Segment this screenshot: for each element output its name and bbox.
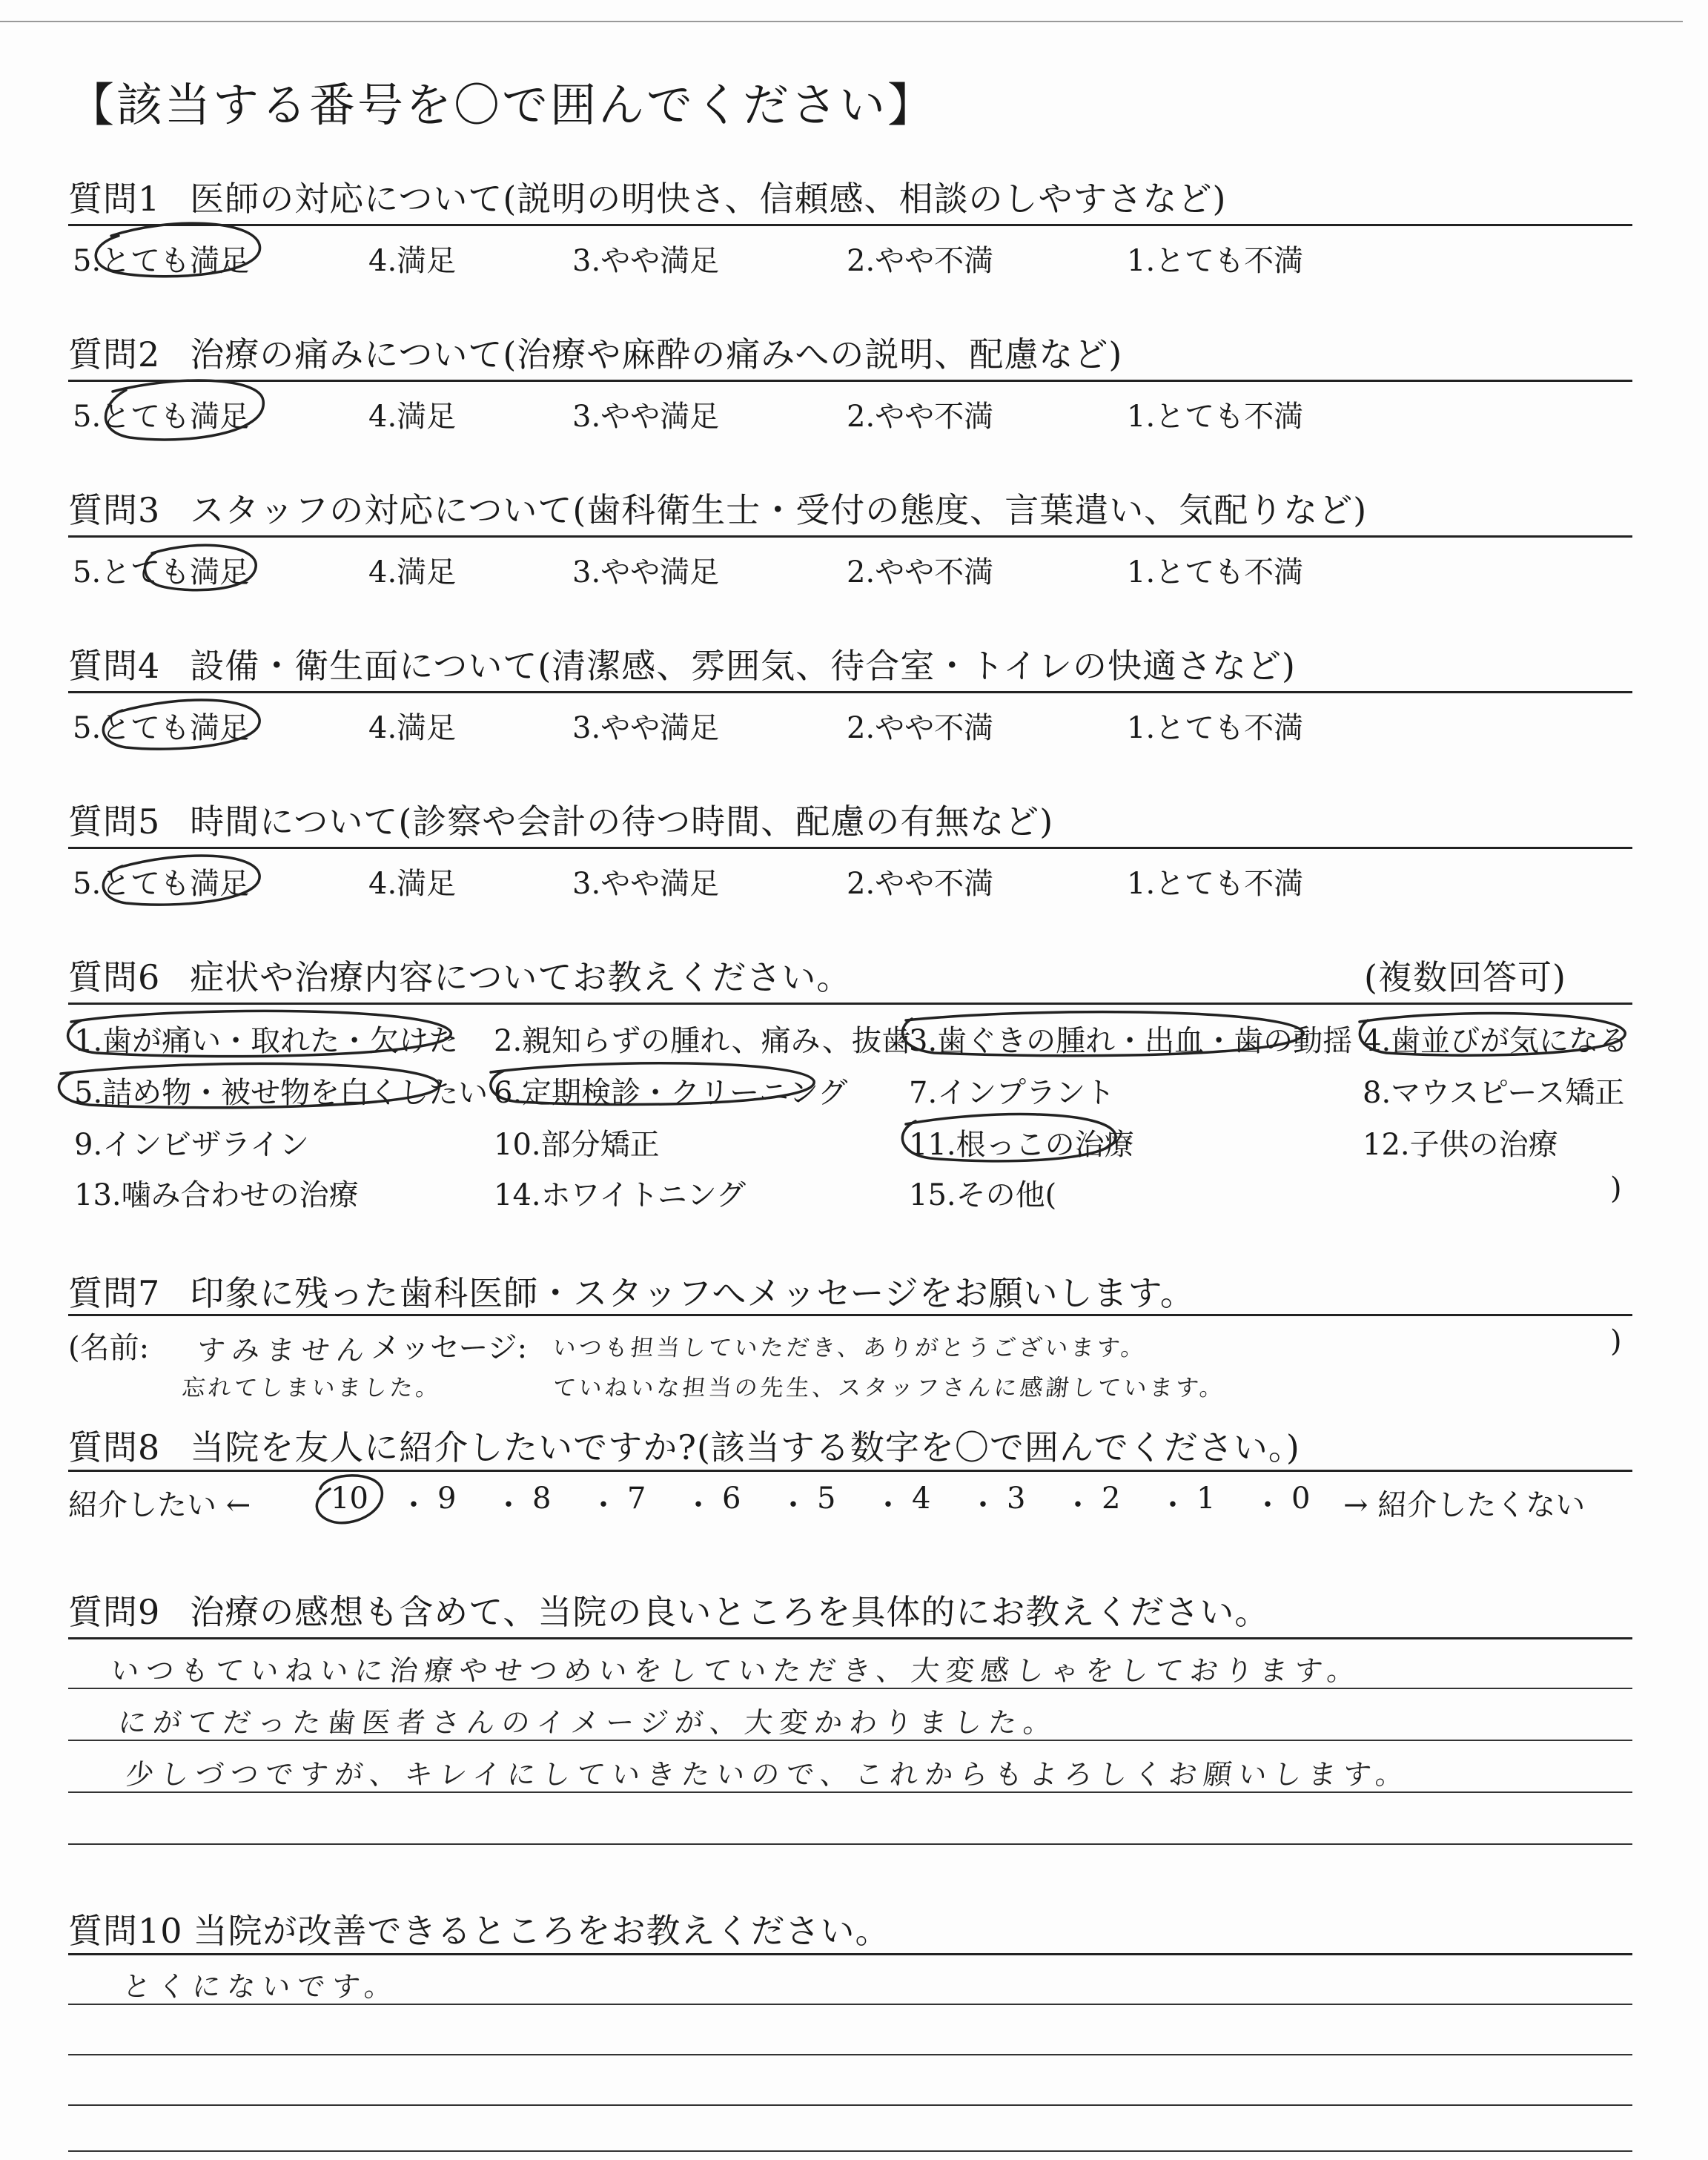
question-5-rule: [68, 847, 1632, 849]
question-3-rule: [68, 535, 1632, 538]
q6-option-3[interactable]: 3.歯ぐきの腫れ・出血・歯の動揺: [909, 1024, 1353, 1058]
q4-option-2[interactable]: 2.やや不満: [847, 711, 994, 745]
q2-option-2[interactable]: 2.やや不満: [847, 400, 994, 434]
question-1-title: [68, 172, 1226, 221]
question-4-rule: [68, 691, 1632, 693]
question-3-title: [68, 483, 1367, 532]
q6-option-4[interactable]: 4.歯並びが気になる: [1363, 1024, 1629, 1058]
q6-option-11[interactable]: 11.根っこの治療: [909, 1128, 1134, 1162]
q5-option-2[interactable]: 2.やや不満: [847, 867, 994, 901]
question-10-number: 質問10: [68, 1911, 183, 1951]
q3-option-1[interactable]: 1.とても不満: [1127, 555, 1304, 589]
question-2-title: [68, 328, 1122, 377]
question-3-number: 質問3: [68, 490, 161, 530]
q8-scale-10[interactable]: 10: [331, 1482, 368, 1516]
question-8-text: 当院を友人に紹介したいですか?(該当する数字を〇で囲んでください。): [190, 1427, 1300, 1467]
q8-scale-3[interactable]: 3: [1007, 1482, 1026, 1516]
question-3-text: スタッフの対応について(歯科衛生士・受付の態度、言葉遣い、気配りなど): [190, 490, 1368, 530]
q8-dot: ・: [683, 1488, 713, 1522]
question-4-title: [68, 639, 1296, 688]
q7-name-line-2[interactable]: 忘れてしまいました。: [180, 1375, 443, 1401]
q7-close-paren: ): [1610, 1324, 1622, 1358]
q3-option-4[interactable]: 4.満足: [368, 555, 457, 589]
q5-option-5[interactable]: 5.とても満足: [73, 867, 250, 901]
q10-answer-line: [68, 2150, 1632, 2152]
q4-option-1[interactable]: 1.とても不満: [1127, 711, 1304, 745]
q6-option-2[interactable]: 2.親知らずの腫れ、痛み、抜歯: [494, 1024, 911, 1058]
q4-option-5[interactable]: 5.とても満足: [73, 711, 250, 745]
q8-scale-9[interactable]: 9: [437, 1482, 457, 1516]
q8-dot: ・: [1063, 1488, 1093, 1522]
question-4-text: 設備・衛生面について(清潔感、雰囲気、待合室・トイレの快適さなど): [190, 646, 1296, 686]
q6-option-7[interactable]: 7.インプラント: [909, 1076, 1116, 1110]
q7-message-label: メッセージ:: [371, 1331, 528, 1365]
question-9-rule: [68, 1637, 1632, 1639]
question-8-number: 質問8: [68, 1427, 161, 1467]
q8-scale-8[interactable]: 8: [532, 1482, 552, 1516]
q8-scale-4[interactable]: 4: [912, 1482, 931, 1516]
question-7-rule: [68, 1314, 1632, 1316]
question-2-number: 質問2: [68, 334, 161, 374]
q8-scale-7[interactable]: 7: [627, 1482, 646, 1516]
q8-scale-5[interactable]: 5: [817, 1482, 836, 1516]
q8-right-label: → 紹介したくない: [1343, 1488, 1586, 1522]
q6-option-13[interactable]: 13.噛み合わせの治療: [74, 1178, 359, 1212]
q8-dot: ・: [1253, 1488, 1282, 1522]
q10-answer-line-1[interactable]: とくにないです。: [121, 1970, 401, 2003]
question-8-rule: [68, 1470, 1632, 1472]
q6-option-15[interactable]: 15.その他(: [909, 1178, 1057, 1212]
q6-option-9[interactable]: 9.インビザライン: [74, 1128, 309, 1162]
q10-answer-line: [68, 2104, 1632, 2106]
q8-dot: ・: [778, 1488, 808, 1522]
q1-option-2[interactable]: 2.やや不満: [847, 244, 994, 278]
q8-scale-2[interactable]: 2: [1102, 1482, 1121, 1516]
q6-option-5[interactable]: 5.詰め物・被せ物を白くしたい: [74, 1076, 489, 1110]
q3-option-3[interactable]: 3.やや満足: [572, 555, 720, 589]
q8-left-label: 紹介したい ←: [68, 1488, 251, 1522]
q5-option-3[interactable]: 3.やや満足: [572, 867, 720, 901]
q6-option-14[interactable]: 14.ホワイトニング: [494, 1178, 747, 1212]
question-7-title: [68, 1266, 1195, 1315]
question-7-number: 質問7: [68, 1273, 161, 1313]
q8-dot: ・: [494, 1488, 523, 1522]
q8-scale-0[interactable]: 0: [1291, 1482, 1311, 1516]
q8-dot: ・: [399, 1488, 428, 1522]
q7-message-line-1[interactable]: いつも担当していただき、ありがとうございます。: [551, 1335, 1148, 1361]
q10-answer-line: [68, 2054, 1632, 2055]
q9-answer-line-1[interactable]: いつもていねいに治療やせつめいをしていただき、大変感しゃをしております。: [109, 1654, 1364, 1687]
q8-dot: ・: [968, 1488, 998, 1522]
question-9-number: 質問9: [68, 1592, 161, 1632]
question-1-number: 質問1: [68, 179, 161, 219]
q1-option-5[interactable]: 5.とても満足: [73, 244, 250, 278]
q7-name-label: (名前:: [68, 1331, 150, 1365]
question-1-rule: [68, 224, 1632, 226]
question-6-number: 質問6: [68, 957, 161, 997]
q2-option-4[interactable]: 4.満足: [368, 400, 457, 434]
q1-option-3[interactable]: 3.やや満足: [572, 244, 720, 278]
question-10-rule: [68, 1953, 1632, 1955]
q7-name-line-1[interactable]: すみません: [195, 1334, 373, 1367]
question-9-text: 治療の感想も含めて、当院の良いところを具体的にお教えください。: [190, 1592, 1270, 1632]
q8-dot: ・: [589, 1488, 618, 1522]
q2-option-5[interactable]: 5.とても満足: [73, 400, 250, 434]
q6-option-12[interactable]: 12.子供の治療: [1363, 1128, 1558, 1162]
question-7-text: 印象に残った歯科医師・スタッフへメッセージをお願いします。: [190, 1273, 1195, 1313]
q5-option-1[interactable]: 1.とても不満: [1127, 867, 1304, 901]
q8-dot: ・: [873, 1488, 903, 1522]
q4-option-4[interactable]: 4.満足: [368, 711, 457, 745]
q2-option-1[interactable]: 1.とても不満: [1127, 400, 1304, 434]
question-4-number: 質問4: [68, 646, 161, 686]
q6-option-15-close: ): [1610, 1172, 1622, 1206]
question-5-number: 質問5: [68, 802, 161, 842]
q9-answer-line: [68, 1843, 1632, 1845]
question-10-text: 当院が改善できるところをお教えください。: [193, 1911, 890, 1951]
q8-dot: ・: [1158, 1488, 1188, 1522]
question-6-text: 症状や治療内容についてお教えください。: [190, 957, 852, 997]
q8-scale-6[interactable]: 6: [722, 1482, 741, 1516]
question-1-text: 医師の対応について(説明の明快さ、信頼感、相談のしやすさなど): [190, 179, 1227, 219]
question-5-title: [68, 795, 1053, 844]
question-10-title: [68, 1904, 890, 1953]
question-5-text: 時間について(診察や会計の待つ時間、配慮の有無など): [190, 802, 1054, 842]
q5-option-4[interactable]: 4.満足: [368, 867, 457, 901]
question-2-text: 治療の痛みについて(治療や麻酔の痛みへの説明、配慮など): [190, 334, 1123, 374]
q6-option-6[interactable]: 6.定期検診・クリーニング: [494, 1076, 848, 1110]
q1-option-1[interactable]: 1.とても不満: [1127, 244, 1304, 278]
scan-top-edge: [0, 21, 1683, 22]
question-6-note: (複数回答可): [1364, 957, 1566, 997]
q6-option-10[interactable]: 10.部分矯正: [494, 1128, 660, 1162]
q8-scale-1[interactable]: 1: [1196, 1482, 1216, 1516]
question-6-rule: [68, 1003, 1632, 1005]
page-header: 【該当する番号を〇で囲んでください】: [68, 78, 936, 132]
question-6-title: [68, 951, 851, 1000]
q6-option-8[interactable]: 8.マウスピース矯正: [1363, 1076, 1625, 1110]
q9-answer-line-2[interactable]: にがてだった歯医者さんのイメージが、大変かわりました。: [116, 1706, 1060, 1739]
q7-message-line-2[interactable]: ていねいな担当の先生、スタッフさんに感謝しています。: [551, 1375, 1228, 1401]
question-2-rule: [68, 380, 1632, 382]
question-9-title: [68, 1585, 1269, 1634]
question-8-title: [68, 1421, 1300, 1470]
q2-option-3[interactable]: 3.やや満足: [572, 400, 720, 434]
q6-option-1[interactable]: 1.歯が痛い・取れた・欠けた: [74, 1024, 459, 1058]
q9-answer-line-3[interactable]: 少しづつですが、キレイにしていきたいので、これからもよろしくお願いします。: [124, 1758, 1412, 1791]
q3-option-5[interactable]: 5.とても満足: [73, 555, 250, 589]
q4-option-3[interactable]: 3.やや満足: [572, 711, 720, 745]
q1-option-4[interactable]: 4.満足: [368, 244, 457, 278]
q3-option-2[interactable]: 2.やや不満: [847, 555, 994, 589]
